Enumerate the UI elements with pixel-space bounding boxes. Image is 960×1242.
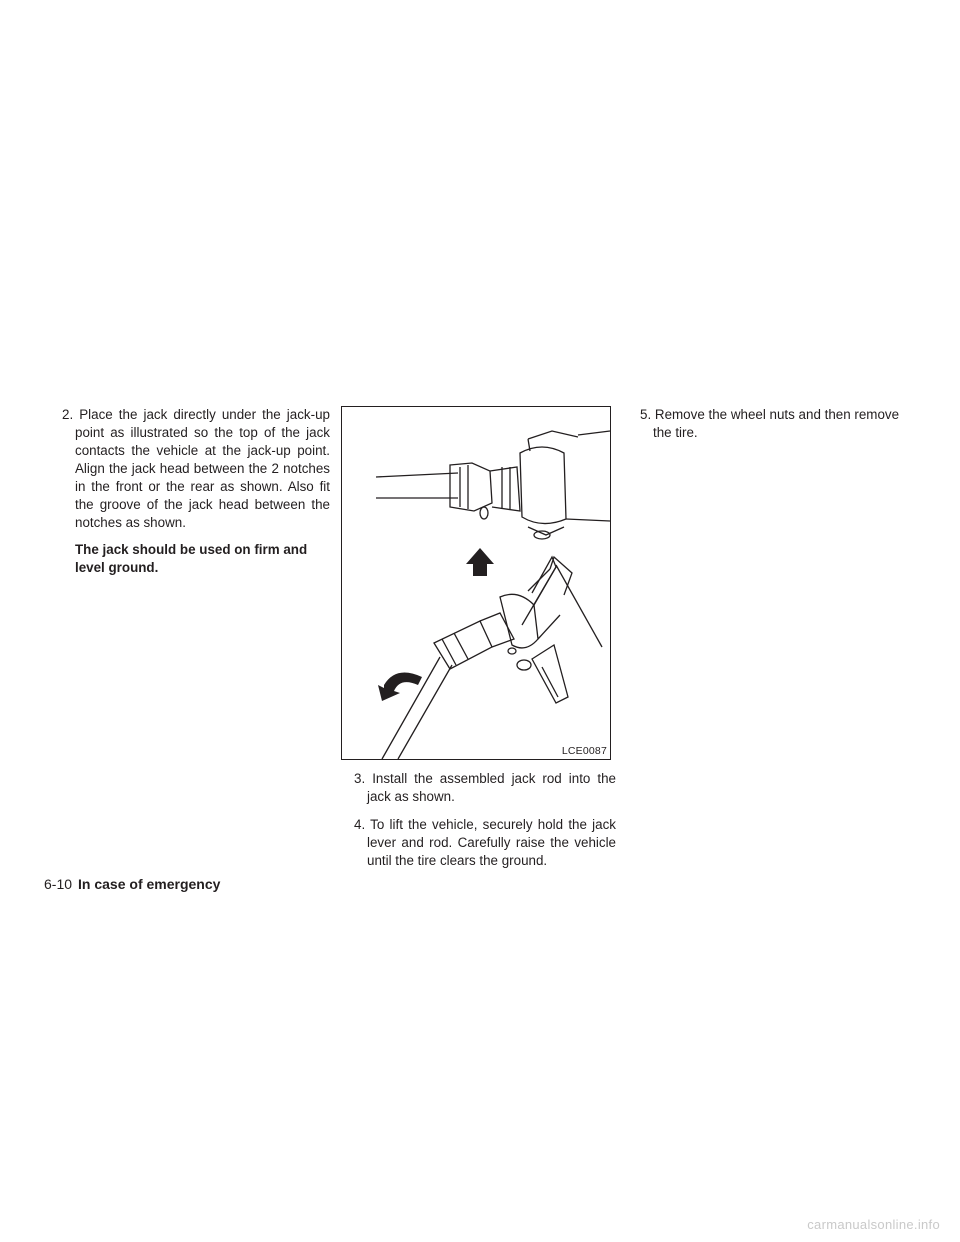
- page-footer: [44, 876, 220, 892]
- curved-arrow-icon: [378, 673, 422, 702]
- step-text: Remove the wheel nuts and then remove the tire.: [653, 407, 900, 440]
- lower-jack-head: [500, 594, 538, 648]
- figure-code: LCE0087: [561, 745, 607, 757]
- step-2: [62, 406, 330, 532]
- handle-rod: [382, 657, 452, 759]
- step-text: To lift the vehicle, securely hold the jack lever and rod. Carefully raise the vehicle until the tire clears the ground.: [367, 817, 616, 868]
- jack-head-body: [520, 447, 566, 524]
- middle-column: [354, 770, 616, 870]
- jack-scissor-arm: [532, 645, 568, 703]
- section-title: In case of emergency: [78, 876, 221, 892]
- jack-illustration: [341, 406, 611, 760]
- step-5: [640, 406, 908, 442]
- step-3: [354, 770, 616, 806]
- rod-upper-line: [376, 473, 458, 477]
- step-text: Place the jack directly under the jack-up point as illustrated so the top of the jack contacts the vehicle at the jack-up point. Align the jack head between the 2 notches in the front or the rear as shown. Also fit the groove of the jack head between the notches as shown.: [75, 407, 330, 530]
- step-number: 4.: [354, 817, 366, 832]
- step-number: 3.: [354, 771, 366, 786]
- warning-text: The jack should be used on firm and level ground.: [75, 542, 308, 575]
- jack-drawing: [342, 407, 612, 761]
- up-arrow-icon: [466, 548, 494, 576]
- step-4: [354, 816, 616, 870]
- handle-socket: [434, 621, 492, 669]
- rod-socket: [450, 463, 492, 511]
- step-number: 5.: [640, 407, 652, 422]
- page-number: 6-10: [44, 876, 73, 892]
- jack-collar: [490, 467, 520, 511]
- right-column: [640, 406, 908, 442]
- step-text: Install the assembled jack rod into the jack as shown.: [367, 771, 616, 804]
- left-column: [62, 406, 330, 577]
- step-number: 2.: [62, 407, 74, 422]
- watermark: carmanualsonline.info: [807, 1217, 940, 1232]
